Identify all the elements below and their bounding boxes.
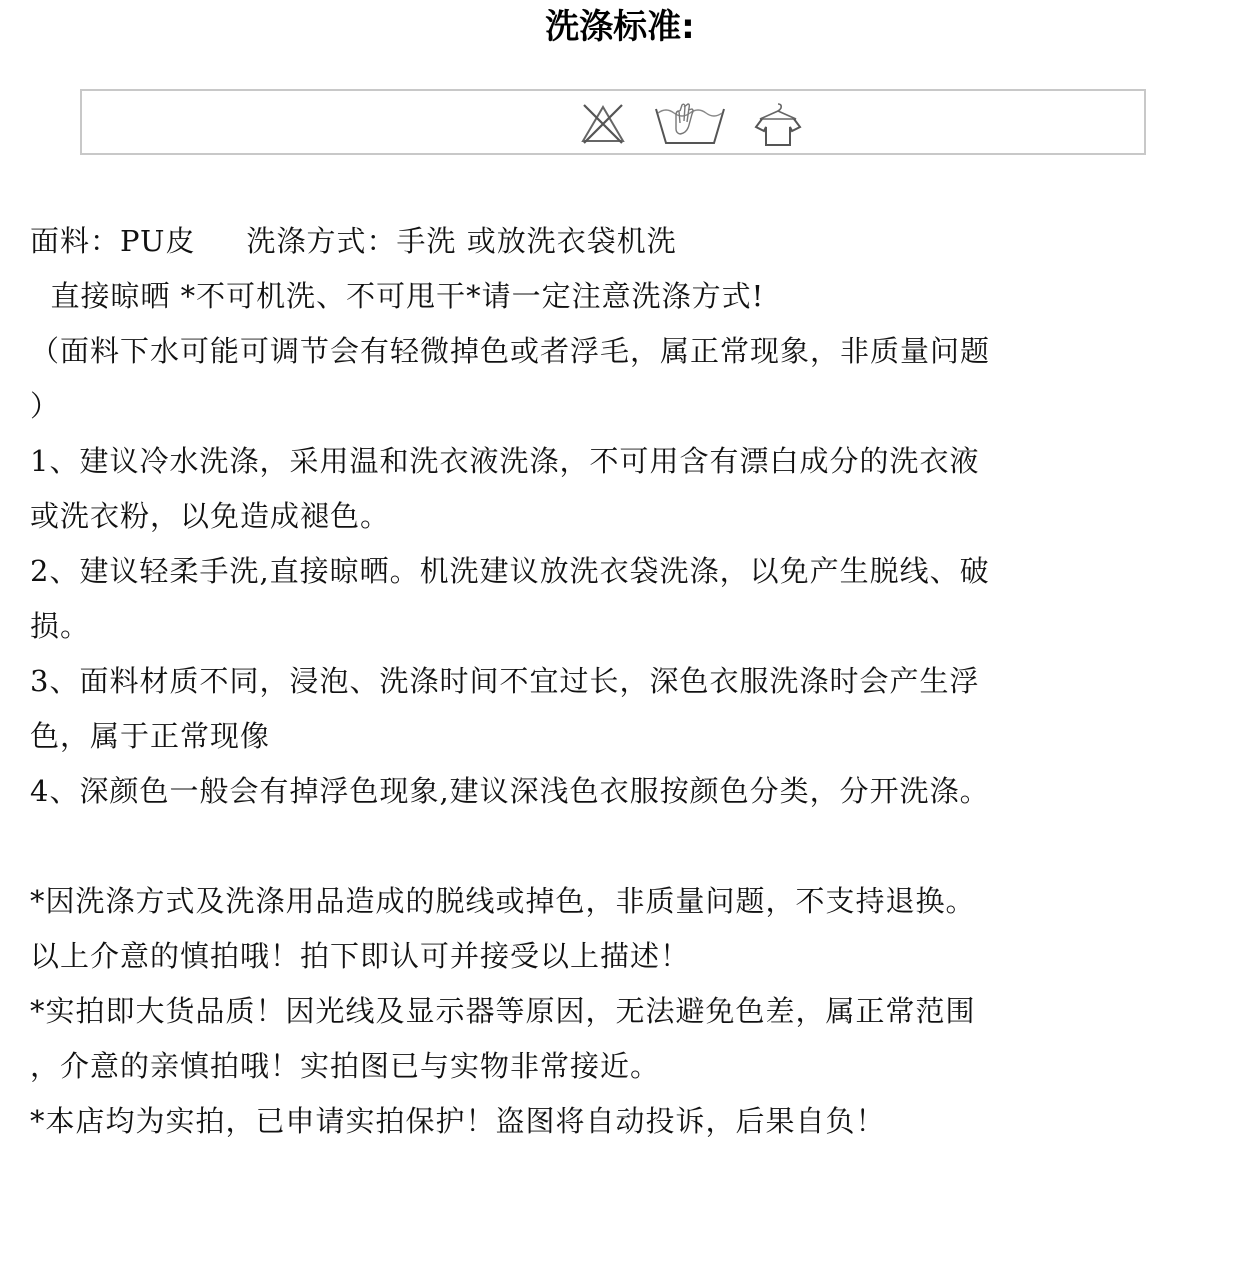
acceptance-line: 以上介意的慎拍哦！拍下即认可并接受以上描述！ bbox=[30, 939, 691, 973]
return-policy-line: *因洗涤方式及洗涤用品造成的脱线或掉色，非质量问题，不支持退换。 bbox=[30, 884, 976, 918]
care-symbols-row bbox=[578, 101, 804, 147]
care-symbols-box bbox=[80, 89, 1146, 155]
page-title: 洗涤标准: bbox=[545, 7, 695, 47]
instruction-1: 1、建议冷水洗涤，采用温和洗衣液洗涤，不可用含有漂白成分的洗衣液 bbox=[30, 444, 980, 478]
real-photo-line: *实拍即大货品质！因光线及显示器等原因，无法避免色差，属正常范围 bbox=[30, 994, 976, 1028]
drying-warning-line: 直接晾晒 *不可机洗、不可甩干*请一定注意洗涤方式! bbox=[30, 279, 765, 313]
do-not-bleach-icon bbox=[578, 101, 628, 147]
hand-wash-icon bbox=[654, 101, 726, 147]
fabric-and-method-line: 面料：PU皮 洗涤方式：手洗 或放洗衣袋机洗 bbox=[30, 224, 677, 258]
spacer bbox=[30, 819, 1220, 874]
hang-dry-icon bbox=[752, 101, 804, 147]
color-note-end: ） bbox=[30, 389, 61, 423]
instruction-4: 4、深颜色一般会有掉浮色现象,建议深浅色衣服按颜色分类，分开洗涤。 bbox=[30, 774, 990, 808]
care-instructions-text bbox=[30, 214, 1220, 1149]
instruction-1-cont: 或洗衣粉，以免造成褪色。 bbox=[30, 499, 391, 533]
instruction-3: 3、面料材质不同，浸泡、洗涤时间不宜过长，深色衣服洗涤时会产生浮 bbox=[30, 664, 980, 698]
copyright-line: *本店均为实拍，已申请实拍保护！盗图将自动投诉，后果自负！ bbox=[30, 1104, 886, 1138]
color-note-line: （面料下水可能可调节会有轻微掉色或者浮毛，属正常现象，非质量问题 bbox=[30, 334, 991, 368]
instruction-2: 2、建议轻柔手洗,直接晾晒。机洗建议放洗衣袋洗涤，以免产生脱线、破 bbox=[30, 554, 990, 588]
instruction-2-cont: 损。 bbox=[30, 609, 91, 643]
real-photo-line-cont: ，介意的亲慎拍哦！实拍图已与实物非常接近。 bbox=[30, 1049, 661, 1083]
instruction-3-cont: 色，属于正常现像 bbox=[30, 719, 271, 753]
